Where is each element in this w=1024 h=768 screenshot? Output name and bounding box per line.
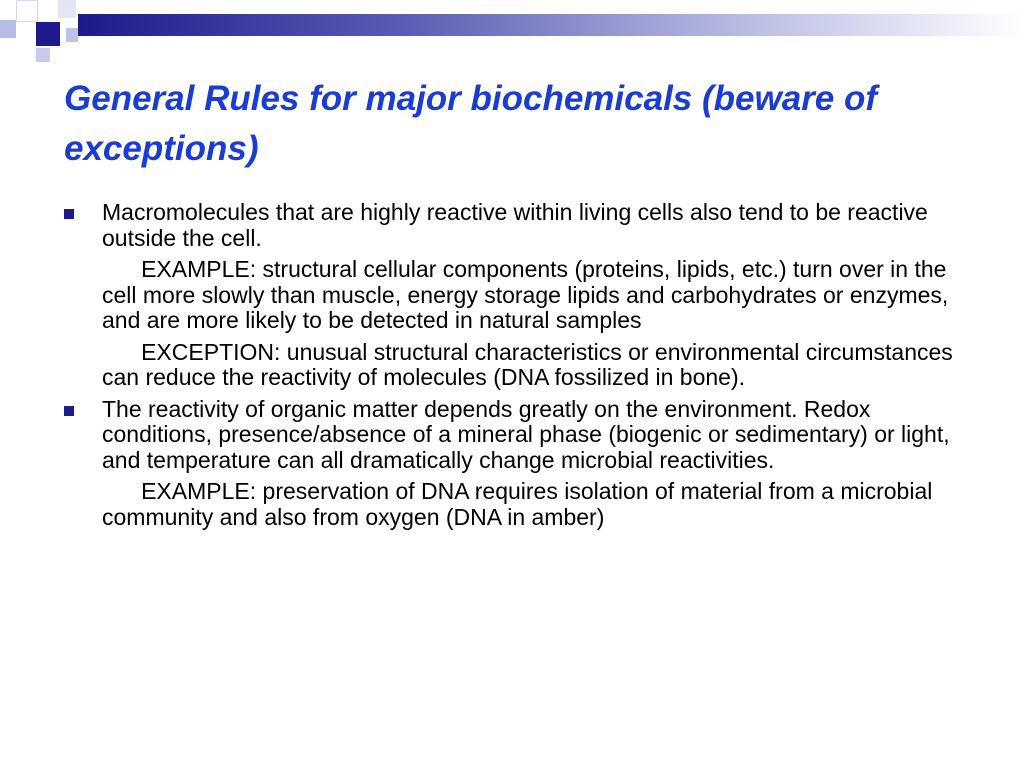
example-paragraph: EXAMPLE: structural cellular components (proteins, lipids, etc.) turn over in the cell more slowly than muscle, energy storage lipids and carbohydrates or enzymes, and are more likely to be detected in natural samples <box>102 256 949 333</box>
square-bullet-icon <box>64 406 74 416</box>
header-decoration-square <box>16 38 34 56</box>
bullet-text: The reactivity of organic matter depends greatly on the environment. Redox conditions, presence/absence of a mineral phase (biogenic or sedimentary) or light, and temperature can all dramatically change microbial reactivities. <box>102 395 950 473</box>
header-gradient-bar <box>78 14 1024 36</box>
square-bullet-icon <box>64 209 74 219</box>
header-decoration-square <box>36 22 60 46</box>
header-decoration-square <box>66 28 78 42</box>
header-decoration-square <box>36 48 50 62</box>
exception-paragraph: EXCEPTION: unusual structural characteristics or environmental circumstances can reduce the reactivity of molecules (DNA fossilized in bone). <box>102 338 953 390</box>
slide-title: General Rules for major biochemicals (beware of exceptions) <box>64 79 878 168</box>
bullet-item <box>64 397 969 531</box>
bullet-text: Macromolecules that are highly reactive within living cells also tend to be reactive outside the cell. <box>102 199 928 251</box>
bullet-item <box>64 200 969 391</box>
example-paragraph: EXAMPLE: preservation of DNA requires isolation of material from a microbial community and also from oxygen (DNA in amber) <box>102 478 933 530</box>
header-decoration-square <box>0 20 16 38</box>
header-decoration-square <box>58 0 76 18</box>
slide-body <box>64 200 969 536</box>
header-decoration-square <box>16 0 38 22</box>
